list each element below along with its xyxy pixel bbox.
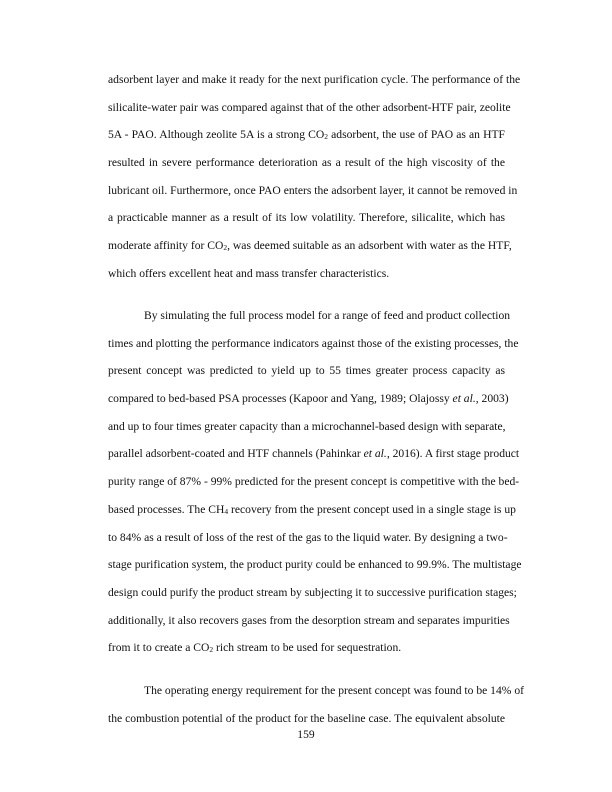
text-segment: compared to bed-based PSA processes (Kapoor and Yang, 1989; Olajossy	[108, 392, 453, 406]
text-line	[108, 524, 508, 552]
text-segment: lubricant oil. Furthermore, once PAO enters the adsorbent layer, it cannot be removed in	[108, 183, 518, 197]
text-segment: silicalite-water pair was compared against that of the other adsorbent-HTF pair, zeolite	[108, 100, 511, 114]
text-line	[108, 634, 505, 662]
paragraph-1	[108, 66, 521, 288]
text-line	[108, 204, 505, 232]
text-segment: additionally, it also recovers gases from the desorption stream and separates impurities	[108, 613, 510, 627]
text-segment: adsorbent, the use of PAO as an HTF	[327, 128, 505, 142]
text-line	[108, 302, 511, 330]
text-segment: the combustion potential of the product for the baseline case. The equivalent absolute	[108, 711, 505, 725]
text-segment: , was deemed suitable as an adsorbent with water as the HTF,	[227, 239, 512, 253]
text-segment: present concept was predicted to yield up to 55 times greater process capacity as	[108, 364, 505, 378]
text-line	[108, 413, 505, 441]
text-line	[108, 177, 518, 205]
text-segment: a practicable manner as a result of its low volatility. Therefore, silicalite, which has	[108, 211, 505, 225]
text-line	[108, 149, 505, 177]
text-line	[108, 121, 505, 149]
text-segment: parallel adsorbent-coated and HTF channels (Pahinkar	[108, 447, 364, 461]
text-segment: adsorbent layer and make it ready for the next purification cycle. The performance of the	[108, 73, 521, 86]
text-line	[108, 330, 519, 358]
italic-text: et al.	[363, 447, 387, 461]
text-line	[108, 385, 509, 413]
text-line	[108, 496, 516, 524]
italic-text: et al.	[452, 392, 476, 406]
page-number: 159	[297, 728, 315, 741]
text-segment: The operating energy requirement for the present concept was found to be 14% of	[144, 684, 524, 697]
text-line	[108, 66, 521, 94]
text-segment: and up to four times greater capacity than a microchannel-based design with separate,	[108, 419, 506, 433]
text-segment: design could purify the product stream by subjecting it to successive purification stages;	[108, 585, 517, 599]
text-segment: which offers excellent heat and mass transfer characteristics.	[108, 266, 390, 280]
text-segment: , 2016). A first stage product	[386, 447, 520, 461]
text-line	[108, 94, 511, 122]
text-line	[108, 468, 520, 496]
text-segment: moderate affinity for CO	[108, 239, 224, 253]
text-segment: recovery from the present concept used in a single stage is up	[228, 502, 516, 516]
text-line	[108, 232, 512, 260]
text-segment: , 2003)	[475, 392, 509, 406]
paragraph-3	[108, 677, 524, 732]
text-segment: rich stream to be used for sequestration.	[213, 641, 402, 655]
text-line	[108, 357, 505, 385]
text-segment: purity range of 87% - 99% predicted for the present concept is competitive with the bed-	[108, 475, 520, 489]
subscript: 2	[209, 645, 214, 655]
text-segment: based processes. The CH	[108, 502, 225, 516]
text-line	[108, 260, 505, 288]
text-segment: resulted in severe performance deterioration as a result of the high viscosity of the	[108, 156, 505, 170]
text-segment: 5A - PAO. Although zeolite 5A is a strong CO	[108, 128, 325, 142]
text-line	[108, 551, 522, 579]
paragraph-2	[108, 302, 522, 662]
text-line	[108, 677, 524, 705]
subscript: 2	[324, 132, 328, 142]
text-line	[108, 440, 520, 468]
text-line	[108, 579, 517, 607]
subscript: 4	[224, 506, 229, 516]
text-segment: By simulating the full process model for a range of feed and product collection	[144, 309, 511, 322]
text-segment: times and plotting the performance indicators against those of the existing processes, the	[108, 336, 519, 350]
subscript: 2	[223, 243, 228, 253]
text-segment: from it to create a CO	[108, 641, 210, 655]
text-segment: to 84% as a result of loss of the rest of the gas to the liquid water. By designing a two-	[108, 530, 508, 544]
text-segment: stage purification system, the product purity could be enhanced to 99.9%. The multistage	[108, 558, 522, 572]
text-line	[108, 607, 510, 635]
